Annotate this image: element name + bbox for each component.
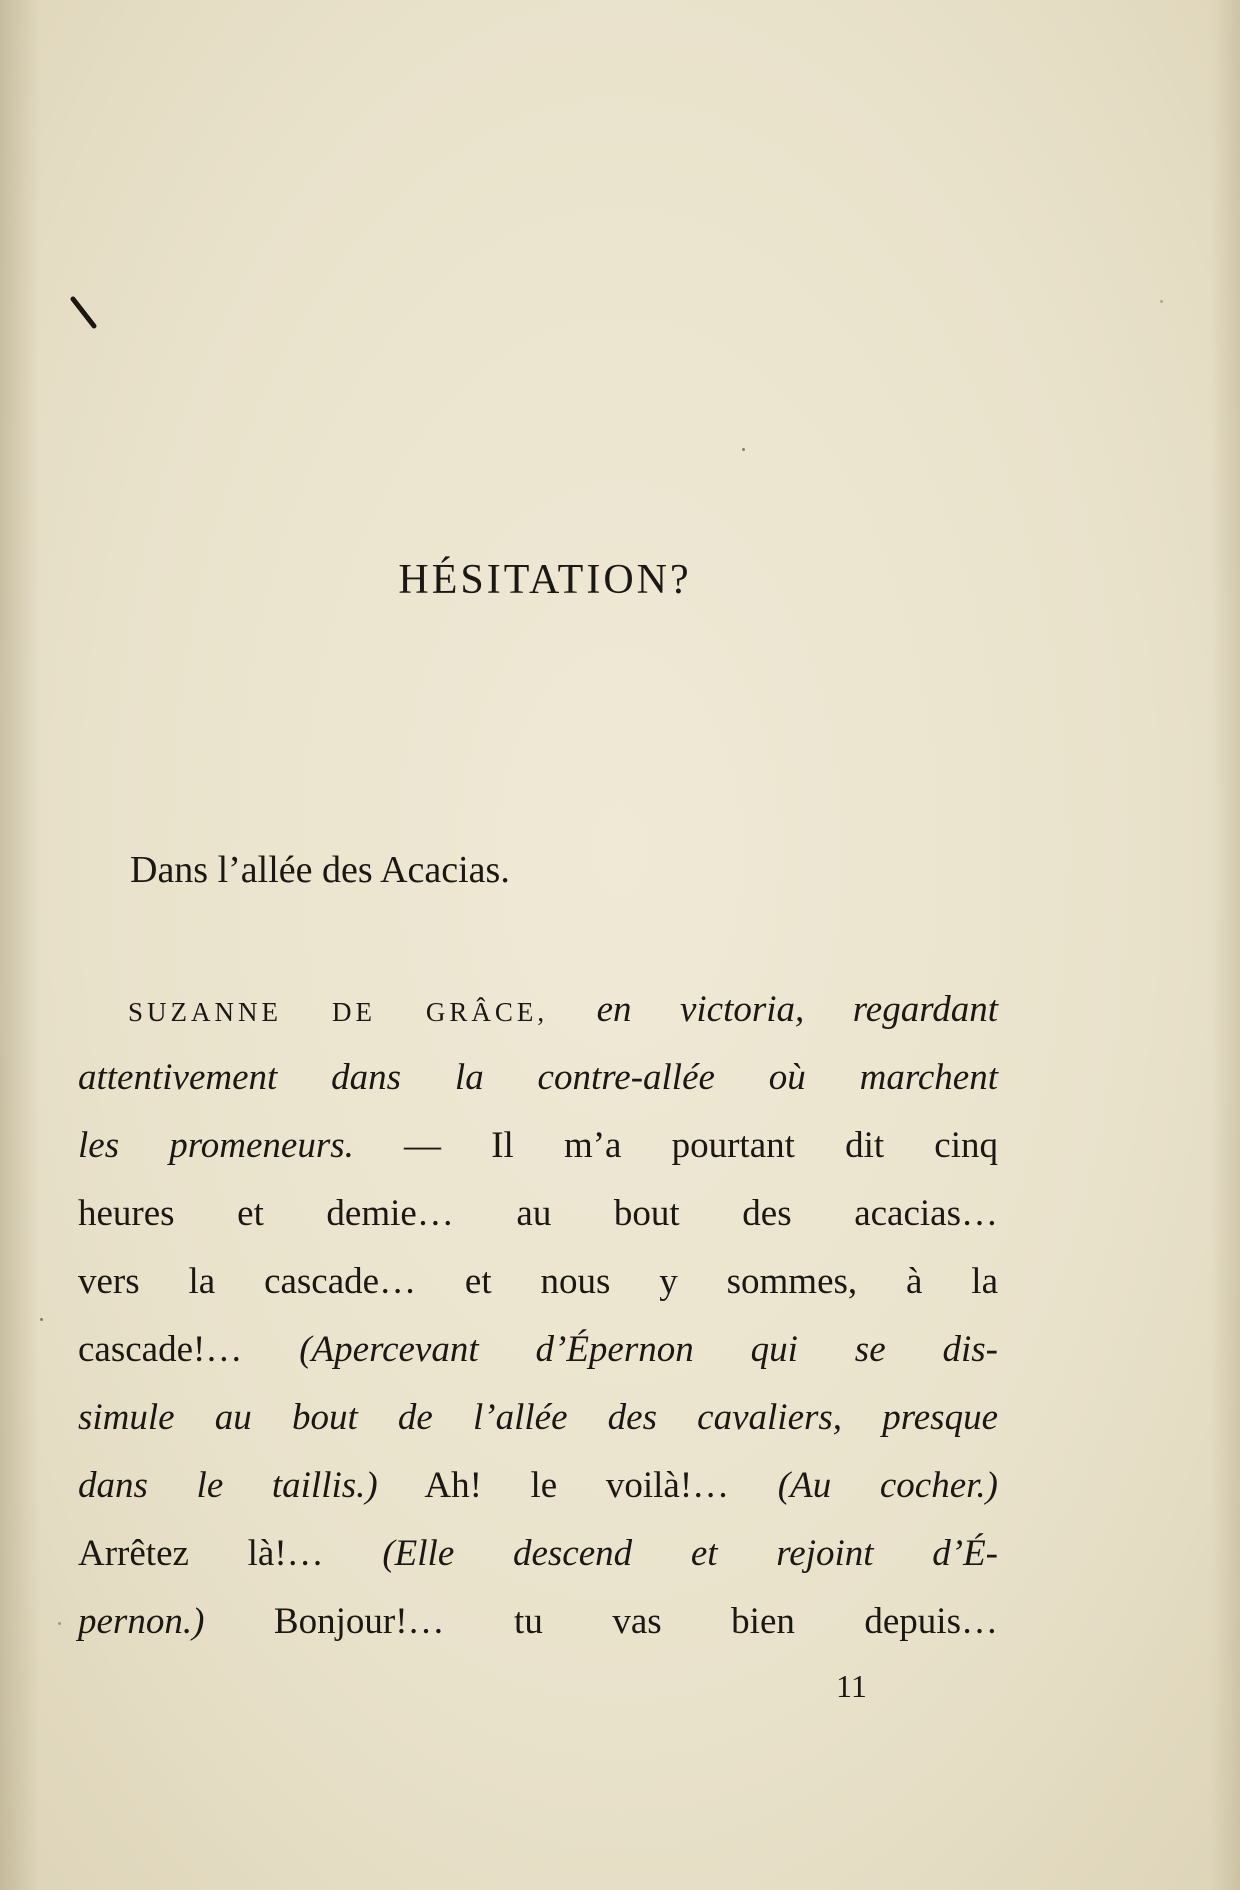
page-edge-shadow-right <box>1210 0 1240 1890</box>
page-edge-shadow-left <box>0 0 40 1890</box>
ink-stroke-mark <box>70 296 100 332</box>
chapter-title: HÉSITATION? <box>398 557 692 603</box>
stage-direction: en victoria, regardant <box>596 989 998 1030</box>
text-line <box>78 1119 998 1187</box>
spoken-text: Arrêtez là!… <box>78 1533 383 1574</box>
spoken-text: Bonjour!… tu vas bien depuis… <box>204 1601 998 1642</box>
spoken-text <box>548 989 596 1030</box>
spoken-text: — Il m’a pourtant dit cinq <box>353 1125 998 1166</box>
stage-direction: (Elle descend et rejoint d’É- <box>382 1533 998 1574</box>
text-line <box>78 1323 998 1391</box>
stage-direction: dans le taillis.) <box>78 1465 378 1506</box>
text-line <box>78 1391 998 1459</box>
paper-speck <box>1160 300 1163 303</box>
spoken-text: vers la cascade… et nous y sommes, à la <box>78 1261 998 1302</box>
stage-direction: les promeneurs. <box>78 1125 354 1166</box>
spoken-text: cascade!… <box>78 1329 300 1370</box>
stage-direction: (Apercevant d’Épernon qui se dis- <box>299 1329 998 1370</box>
spoken-text: heures et demie… au bout des acacias… <box>78 1193 998 1234</box>
paper-speck <box>58 1622 61 1625</box>
scene-setting: Dans l’allée des Acacias. <box>130 849 510 891</box>
dialogue-paragraph <box>78 983 998 1663</box>
paper-speck <box>742 448 745 451</box>
stage-direction: pernon.) <box>78 1601 205 1642</box>
stage-direction: attentivement dans la contre-allée où marchent <box>78 1057 998 1098</box>
text-line <box>78 983 998 1051</box>
text-line <box>78 1459 998 1527</box>
speaker-name: SUZANNE DE GRÂCE, <box>128 997 549 1027</box>
text-line <box>78 1595 998 1663</box>
page-number: 11 <box>836 1668 867 1704</box>
spoken-text: Ah! le voilà!… <box>377 1465 778 1506</box>
text-line <box>78 1255 998 1323</box>
stage-direction: simule au bout de l’allée des cavaliers, presque <box>78 1397 998 1438</box>
paper-speck <box>40 1318 43 1321</box>
text-line <box>78 1187 998 1255</box>
text-line <box>78 1527 998 1595</box>
stage-direction: (Au cocher.) <box>777 1465 998 1506</box>
text-line <box>78 1051 998 1119</box>
